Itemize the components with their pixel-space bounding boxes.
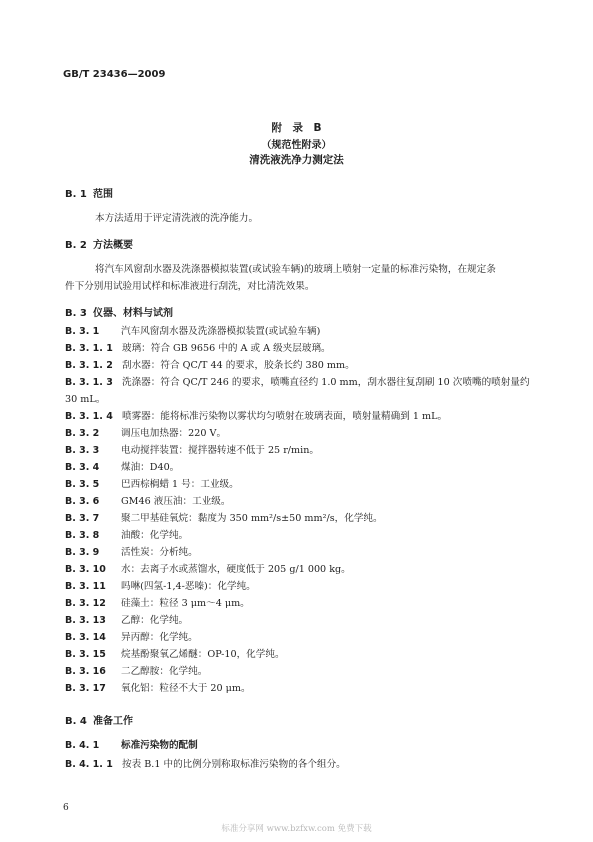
clause-row	[65, 493, 231, 507]
clause-text: 硅藻土：粒径 3 μm～4 μm。	[121, 598, 250, 609]
section-heading-b3	[65, 304, 173, 319]
page-number: 6	[63, 803, 69, 813]
clause-text: 氧化铝：粒径不大于 20 μm。	[121, 683, 251, 694]
clause-row-b41	[65, 737, 198, 751]
section-title: 方法概要	[93, 240, 133, 251]
clause-number: B. 4. 1. 1	[65, 759, 113, 770]
clause-row	[65, 663, 207, 677]
clause-row	[65, 323, 320, 337]
clause-text: 玻璃：符合 GB 9656 中的 A 或 A 级夹层玻璃。	[122, 343, 331, 354]
clause-continuation: 30 mL。	[65, 394, 106, 405]
clause-number: B. 3. 1. 4	[65, 411, 113, 422]
clause-row	[65, 408, 447, 422]
clause-number: B. 3. 1. 3	[65, 377, 113, 388]
clause-row	[65, 544, 198, 558]
clause-number: B. 3. 2	[65, 428, 100, 439]
clause-row-b411	[65, 756, 346, 770]
appendix-label: 附 录 B	[271, 122, 322, 134]
standard-number: GB/T 23436—2009	[63, 69, 166, 80]
clause-number: B. 3. 9	[65, 547, 100, 558]
clause-number: B. 3. 1	[65, 326, 100, 337]
clause-number: B. 3. 15	[65, 649, 106, 660]
clause-row	[65, 357, 355, 371]
section-heading-b4	[65, 712, 133, 727]
section-number: B. 4	[65, 716, 87, 727]
clause-text: 煤油：D40。	[121, 462, 180, 473]
clause-row	[65, 646, 285, 660]
clause-number: B. 3. 17	[65, 683, 106, 694]
clause-text: 刮水器：符合 QC/T 44 的要求，胶条长约 380 mm。	[122, 360, 355, 371]
section-heading-b2	[65, 236, 133, 251]
clause-text: 活性炭：分析纯。	[121, 547, 198, 558]
clause-row	[65, 680, 251, 694]
clause-row	[65, 578, 256, 592]
clause-number: B. 3. 13	[65, 615, 106, 626]
clause-row	[65, 374, 530, 388]
section-title: 准备工作	[93, 716, 133, 727]
clause-text: 乙醇：化学纯。	[121, 615, 189, 626]
clause-number: B. 3. 10	[65, 564, 106, 575]
clause-number: B. 3. 14	[65, 632, 106, 643]
clause-text: 汽车风窗刮水器及洗涤器模拟装置(或试验车辆)	[121, 326, 321, 337]
appendix-nature: （规范性附录）	[261, 140, 332, 151]
clause-row	[65, 561, 351, 575]
clause-row	[65, 595, 250, 609]
paragraph: 本方法适用于评定清洗液的洗净能力。	[95, 213, 259, 224]
section-heading-b1	[65, 185, 113, 200]
section-number: B. 1	[65, 189, 87, 200]
paragraph-line: 件下分别用试验用试样和标准液进行刮洗，对比清洗效果。	[65, 281, 315, 292]
clause-number: B. 3. 16	[65, 666, 106, 677]
clause-row	[65, 459, 179, 473]
section-title: 仪器、材料与试剂	[93, 308, 173, 319]
clause-row	[65, 340, 331, 354]
clause-text: 洗涤器：符合 QC/T 246 的要求，喷嘴直径约 1.0 mm，刮水器往复刮刷 10 次喷嘴的喷射量约	[122, 377, 530, 388]
clause-text: 烷基酚聚氧乙烯醚：OP-10，化学纯。	[121, 649, 285, 660]
clause-row	[65, 527, 188, 541]
clause-row	[65, 476, 239, 490]
section-number: B. 2	[65, 240, 87, 251]
section-title: 范围	[93, 189, 113, 200]
clause-number: B. 3. 11	[65, 581, 106, 592]
clause-text: 调压电加热器：220 V。	[121, 428, 227, 439]
clause-text: 按表 B.1 中的比例分别称取标准污染物的各个组分。	[122, 759, 346, 770]
clause-number: B. 3. 1. 1	[65, 343, 113, 354]
clause-text: 电动搅拌装置：搅拌器转速不低于 25 r/min。	[121, 445, 319, 456]
clause-text: 聚二甲基硅氧烷：黏度为 350 mm²/s±50 mm²/s，化学纯。	[121, 513, 383, 524]
section-number: B. 3	[65, 308, 87, 319]
clause-text: 水：去离子水或蒸馏水，硬度低于 205 g/1 000 kg。	[121, 564, 351, 575]
clause-row	[65, 510, 383, 524]
clause-number: B. 3. 1. 2	[65, 360, 113, 371]
clause-text: 异丙醇：化学纯。	[121, 632, 198, 643]
clause-number: B. 3. 3	[65, 445, 100, 456]
clause-row	[65, 629, 198, 643]
clause-number: B. 3. 5	[65, 479, 100, 490]
clause-number: B. 4. 1	[65, 740, 100, 751]
clause-row	[65, 612, 188, 626]
clause-title: 标准污染物的配制	[121, 740, 198, 751]
clause-text: 喷雾器：能将标准污染物以雾状均匀喷射在玻璃表面，喷射量精确到 1 mL。	[122, 411, 448, 422]
paragraph-line: 将汽车风窗刮水器及洗涤器模拟装置(或试验车辆)的玻璃上喷射一定量的标准污染物，在规定条	[95, 264, 496, 275]
clause-row	[65, 425, 226, 439]
clause-number: B. 3. 4	[65, 462, 100, 473]
clause-text: GM46 液压油：工业级。	[121, 496, 231, 507]
clause-number: B. 3. 8	[65, 530, 100, 541]
clause-number: B. 3. 12	[65, 598, 106, 609]
watermark: 标准分享网 www.bzfxw.com 免费下载	[221, 824, 372, 834]
appendix-title: 清洗液洗净力测定法	[249, 154, 344, 166]
clause-text: 二乙醇胺：化学纯。	[121, 666, 208, 677]
clause-row	[65, 442, 319, 456]
clause-text: 油酸：化学纯。	[121, 530, 189, 541]
clause-text: 吗啉(四氢-1,4-恶嗪)：化学纯。	[121, 581, 256, 592]
clause-text: 巴西棕榈蜡 1 号：工业级。	[121, 479, 239, 490]
clause-number: B. 3. 6	[65, 496, 100, 507]
clause-number: B. 3. 7	[65, 513, 100, 524]
